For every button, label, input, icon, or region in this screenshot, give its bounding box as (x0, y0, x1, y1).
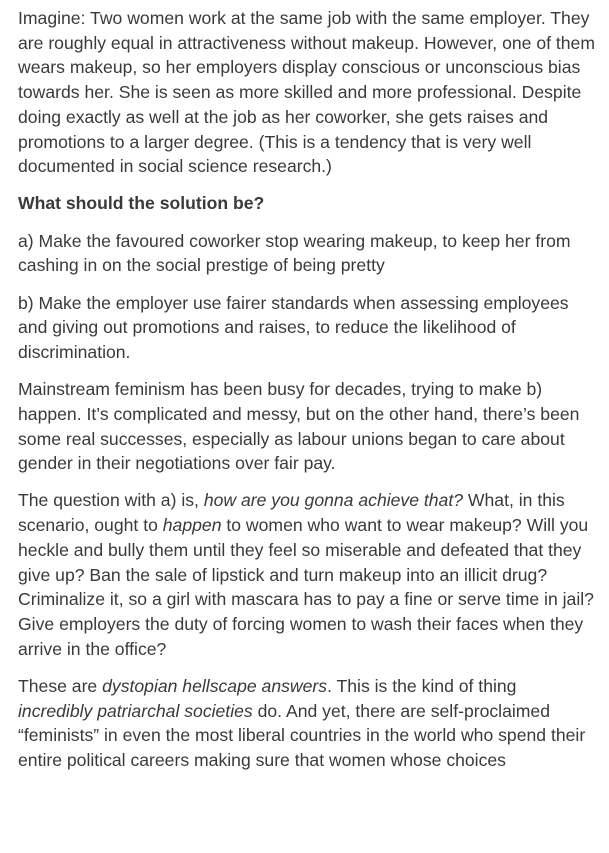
section-heading: What should the solution be? (18, 193, 265, 214)
dystopian-paragraph (18, 674, 595, 773)
option-a-paragraph: a) Make the favoured coworker stop wearing makeup, to keep her from cashing in on the social prestige of being pretty (18, 230, 571, 276)
intro-paragraph: Imagine: Two women work at the same job with the same employer. They are roughly equal in attractiveness without makeup. However, one of them wears makeup, so her employers display conscious or unconscious bias towards her. She is seen as more skilled and more professional. Despite doing exactly as well at the job as her coworker, she gets raises and promotions to a larger degree. (This is a tendency that is very well documented in social science research.) (18, 8, 596, 177)
text-run: do. And yet, there are self-proclaimed “feminists” in even the most liberal countries in the world who spend their entire political careers making sure that women whose choices (18, 700, 586, 770)
mainstream-feminism-paragraph: Mainstream feminism has been busy for decades, trying to make b) happen. It’s complicated and messy, but on the other hand, there’s been some real successes, especially as labour unions began to care about gender in their negotiations over fair pay. (18, 379, 580, 474)
emphasis-text: happen (162, 515, 222, 536)
emphasis-text: how are you gonna achieve that? (203, 490, 464, 511)
emphasis-text: incredibly patriarchal societies (18, 700, 253, 721)
text-run: . This is the kind of thing (327, 675, 517, 696)
text-run: These are (18, 675, 103, 696)
question-paragraph (18, 488, 595, 661)
text-run: The question with a) is, (18, 490, 204, 511)
text-run: to women who want to wear makeup? Will you heckle and bully them until they feel so miserable and defeated that they give up? Ban the sale of lipstick and turn makeup into an illicit drug? Criminalize it, so a girl with mascara has to pay a fine or serve time in jail? Give employers the duty of forcing women to wash their faces when they arrive in the office? (18, 515, 594, 659)
option-b-paragraph: b) Make the employer use fairer standards when assessing employees and giving out promotions and raises, to reduce the likelihood of discrimination. (18, 292, 569, 362)
emphasis-text: dystopian hellscape answers (102, 675, 328, 696)
text-run: What, in this scenario, ought to (18, 490, 565, 536)
